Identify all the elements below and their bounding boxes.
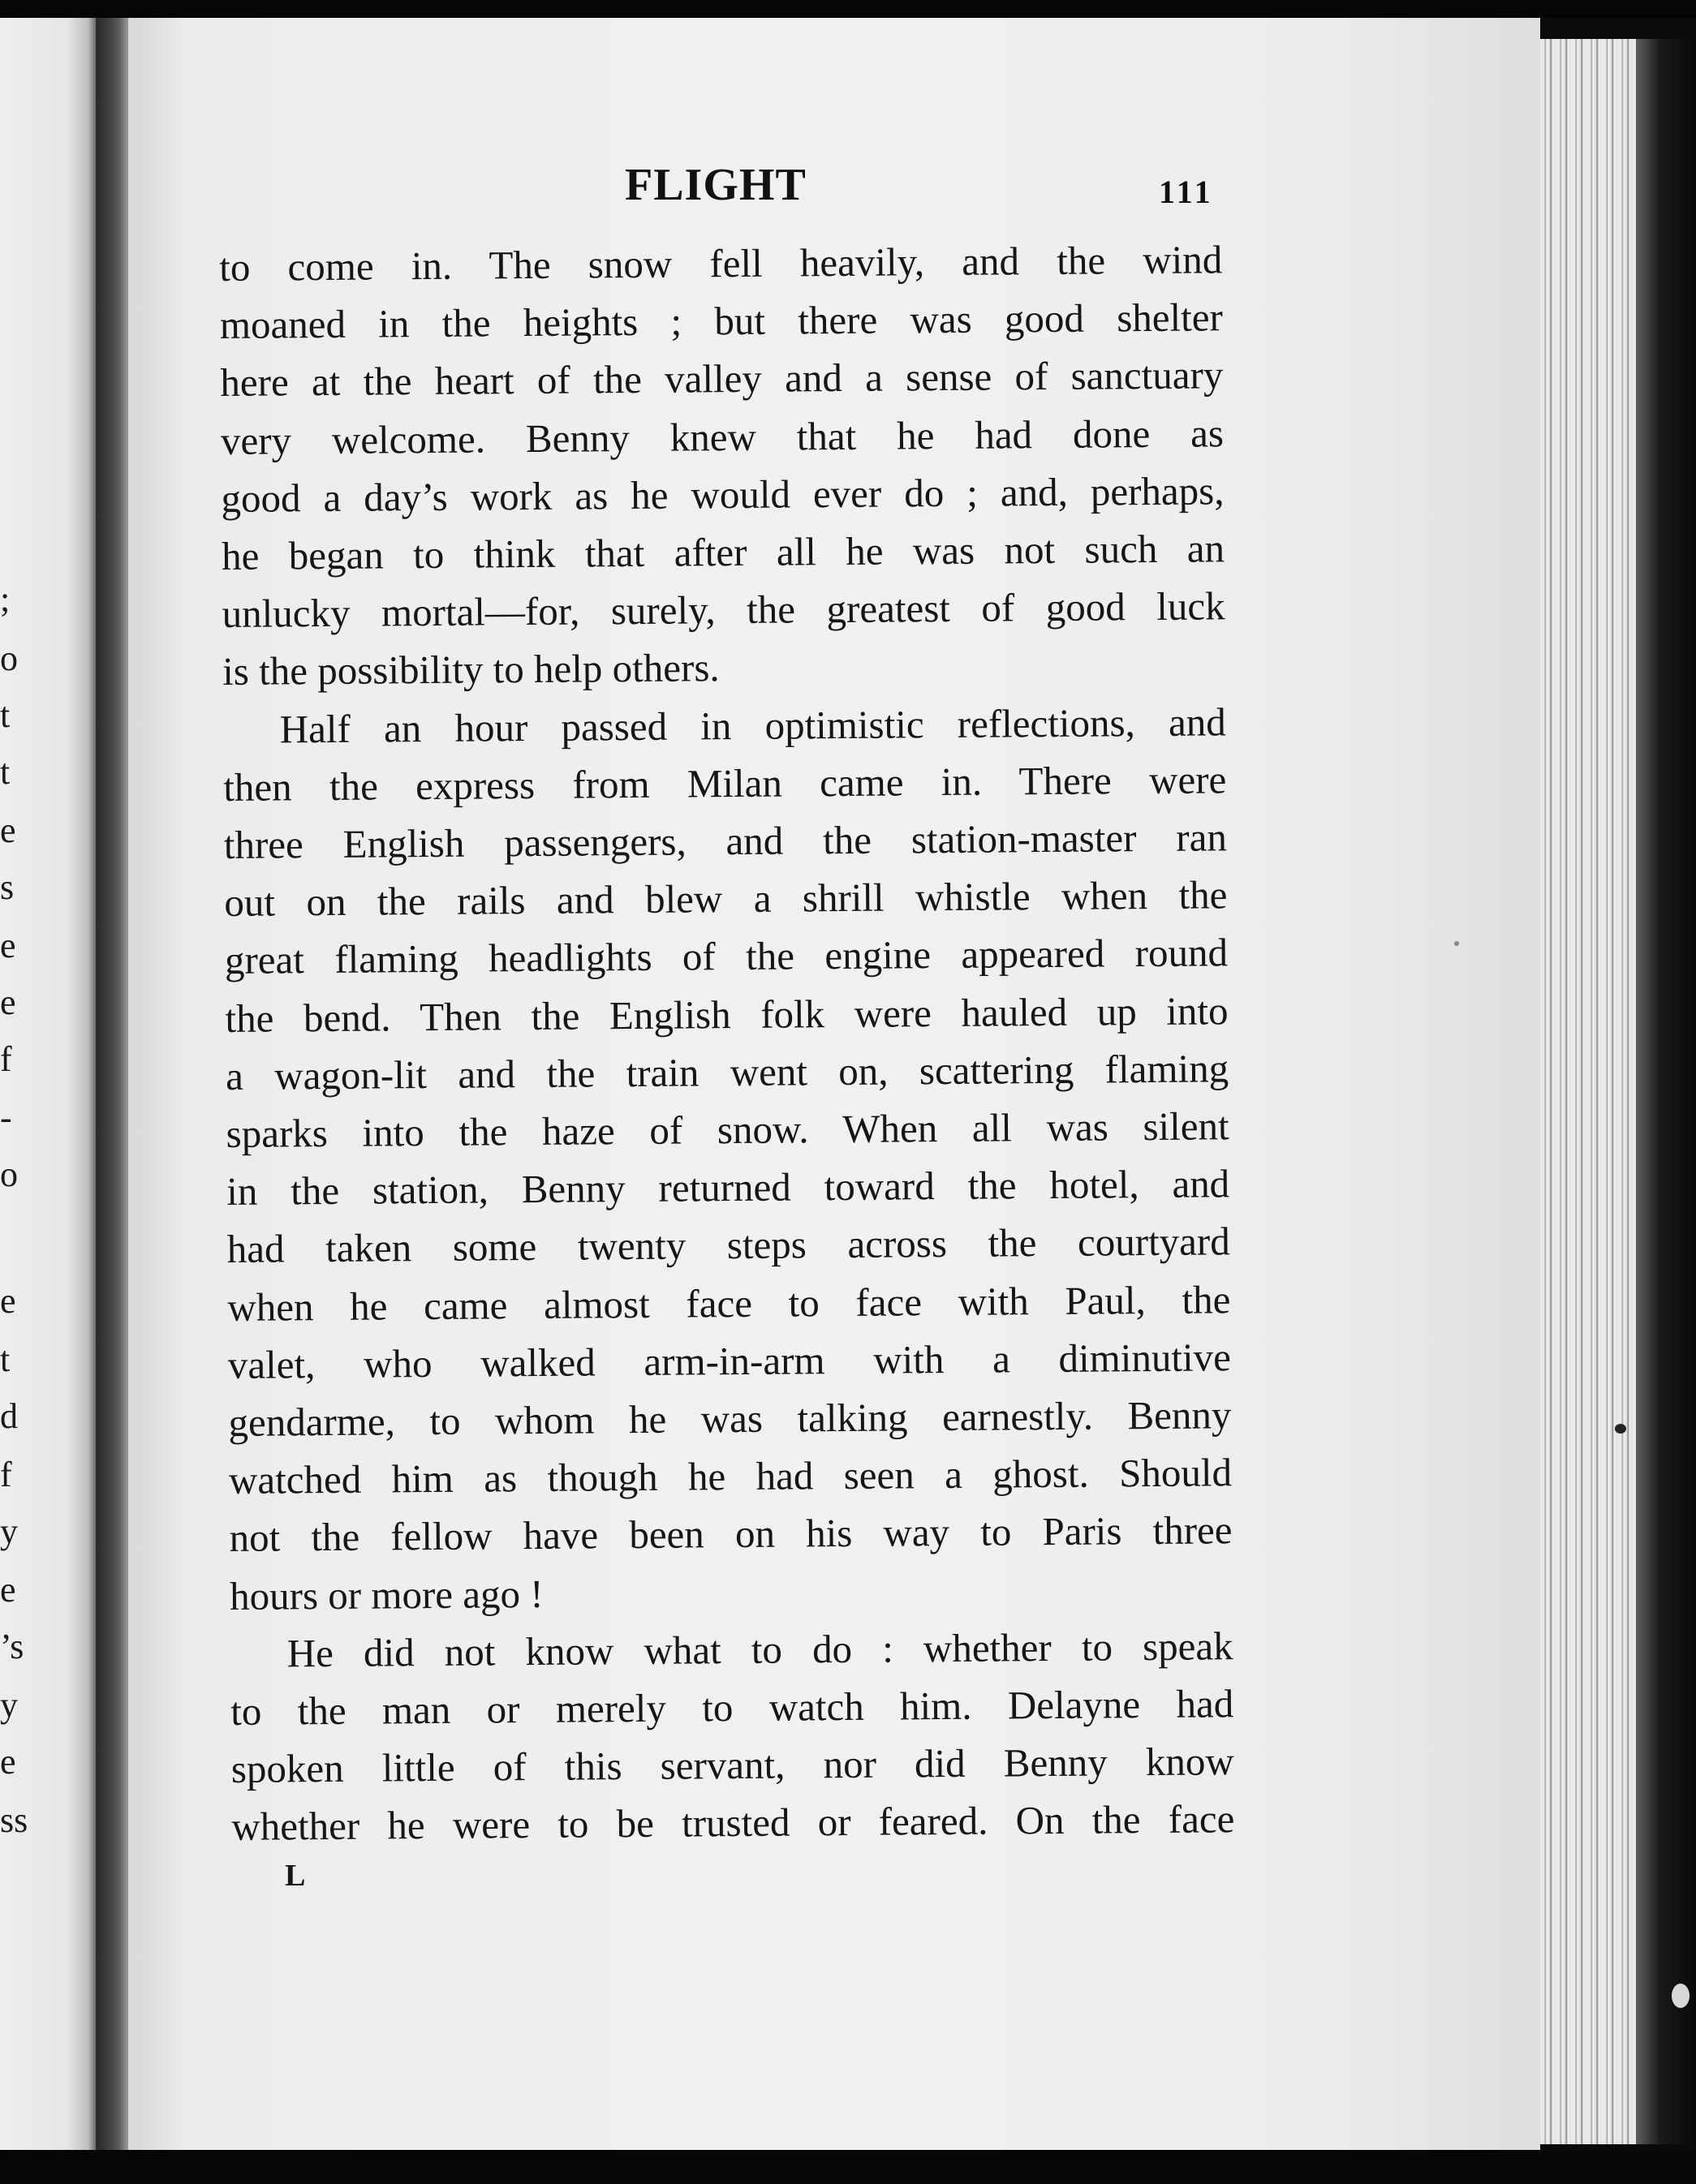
text-line: watched him as though he had seen a ghost. Should bbox=[228, 1450, 1233, 1503]
scan-speck bbox=[1672, 1984, 1690, 2008]
facing-page-fragment: y bbox=[0, 1685, 18, 1725]
text-line: in the station, Benny returned toward the hotel, and bbox=[226, 1161, 1230, 1215]
text-line: He did not know what to do : whether to speak bbox=[286, 1623, 1233, 1676]
facing-page-fragment: ss bbox=[0, 1800, 28, 1840]
facing-page-fragment: e bbox=[0, 926, 16, 965]
text-line: the bend. Then the English folk were hauled up into bbox=[225, 987, 1229, 1041]
text-line: gendarme, to whom he was talking earnestly. Benny bbox=[228, 1392, 1232, 1446]
page-body-text bbox=[219, 230, 1235, 1855]
page-number: 111 bbox=[1159, 174, 1214, 210]
text-line: whether he were to be trusted or feared. On the face bbox=[231, 1796, 1235, 1850]
scan-speck bbox=[1615, 1424, 1626, 1434]
text-line: spoken little of this servant, nor did Benny know bbox=[230, 1739, 1234, 1792]
text-line: great flaming headlights of the engine appeared round bbox=[224, 930, 1229, 983]
facing-page-fragment: o bbox=[0, 1154, 18, 1194]
facing-page-fragment: e bbox=[0, 1570, 16, 1610]
facing-page-fragment: t bbox=[0, 1339, 11, 1379]
text-line: to the man or merely to watch him. Delayne had bbox=[230, 1681, 1234, 1735]
text-line: then the express from Milan came in. There were bbox=[223, 757, 1227, 810]
facing-page-fragment: e bbox=[0, 1742, 16, 1782]
facing-page-fragment: o bbox=[0, 638, 18, 678]
facing-page-fragment: e bbox=[0, 1281, 16, 1321]
facing-page-fragment: t bbox=[0, 695, 11, 735]
facing-page-fragment: f bbox=[0, 1455, 12, 1494]
facing-page-fragment: e bbox=[0, 982, 16, 1022]
text-line: unlucky mortal—for, surely, the greatest of good luck bbox=[222, 583, 1225, 637]
text-line: moaned in the heights ; but there was good shelter bbox=[219, 294, 1224, 348]
text-line: when he came almost face to face with Paul, the bbox=[227, 1276, 1231, 1330]
text-line: had taken some twenty steps across the courtyard bbox=[226, 1219, 1230, 1272]
running-head: FLIGHT bbox=[625, 160, 807, 210]
scanner-border-top bbox=[0, 0, 1696, 18]
text-line: here at the heart of the valley and a sense of sanctuary bbox=[220, 352, 1224, 406]
text-line: out on the rails and blew a shrill whistle when the bbox=[224, 872, 1228, 926]
text-line: not the fellow have been on his way to Paris three bbox=[229, 1507, 1233, 1561]
printer-signature-mark: L bbox=[285, 1859, 306, 1893]
facing-page-fragment: t bbox=[0, 752, 11, 792]
facing-page-edge bbox=[0, 18, 96, 2150]
facing-page-fragment: ’s bbox=[0, 1627, 24, 1666]
text-line: a wagon-lit and the train went on, scattering flaming bbox=[225, 1046, 1229, 1098]
text-line: valet, who walked arm-in-arm with a diminutive bbox=[227, 1335, 1232, 1387]
facing-page-fragment: y bbox=[0, 1511, 18, 1551]
text-line: sparks into the haze of snow. When all was silent bbox=[226, 1103, 1229, 1157]
facing-page-fragment: s bbox=[0, 867, 15, 907]
text-line: good a day’s work as he would ever do ; and, perhaps, bbox=[221, 468, 1225, 521]
text-line: Half an hour passed in optimistic reflections, and bbox=[279, 699, 1226, 752]
text-line: he began to think that after all he was not such an bbox=[221, 526, 1225, 579]
text-line: three English passengers, and the station-master ran bbox=[223, 815, 1228, 868]
facing-page-fragment: ; bbox=[0, 579, 11, 619]
text-line: very welcome. Benny knew that he had done as bbox=[220, 410, 1225, 463]
scan-speck bbox=[1454, 941, 1459, 946]
text-line: is the possibility to help others. bbox=[222, 645, 720, 694]
page-edge-stack bbox=[1540, 39, 1636, 2144]
book-gutter bbox=[96, 18, 128, 2150]
page-edge-shadow bbox=[1636, 39, 1696, 2144]
facing-page-fragment: d bbox=[0, 1396, 18, 1436]
text-line: to come in. The snow fell heavily, and the wind bbox=[219, 237, 1223, 290]
facing-page-fragment: f bbox=[0, 1039, 12, 1079]
text-line: hours or more ago ! bbox=[229, 1571, 544, 1619]
scanner-border-bottom bbox=[0, 2150, 1696, 2184]
facing-page-fragment: - bbox=[0, 1098, 12, 1137]
facing-page-fragment: e bbox=[0, 810, 16, 850]
